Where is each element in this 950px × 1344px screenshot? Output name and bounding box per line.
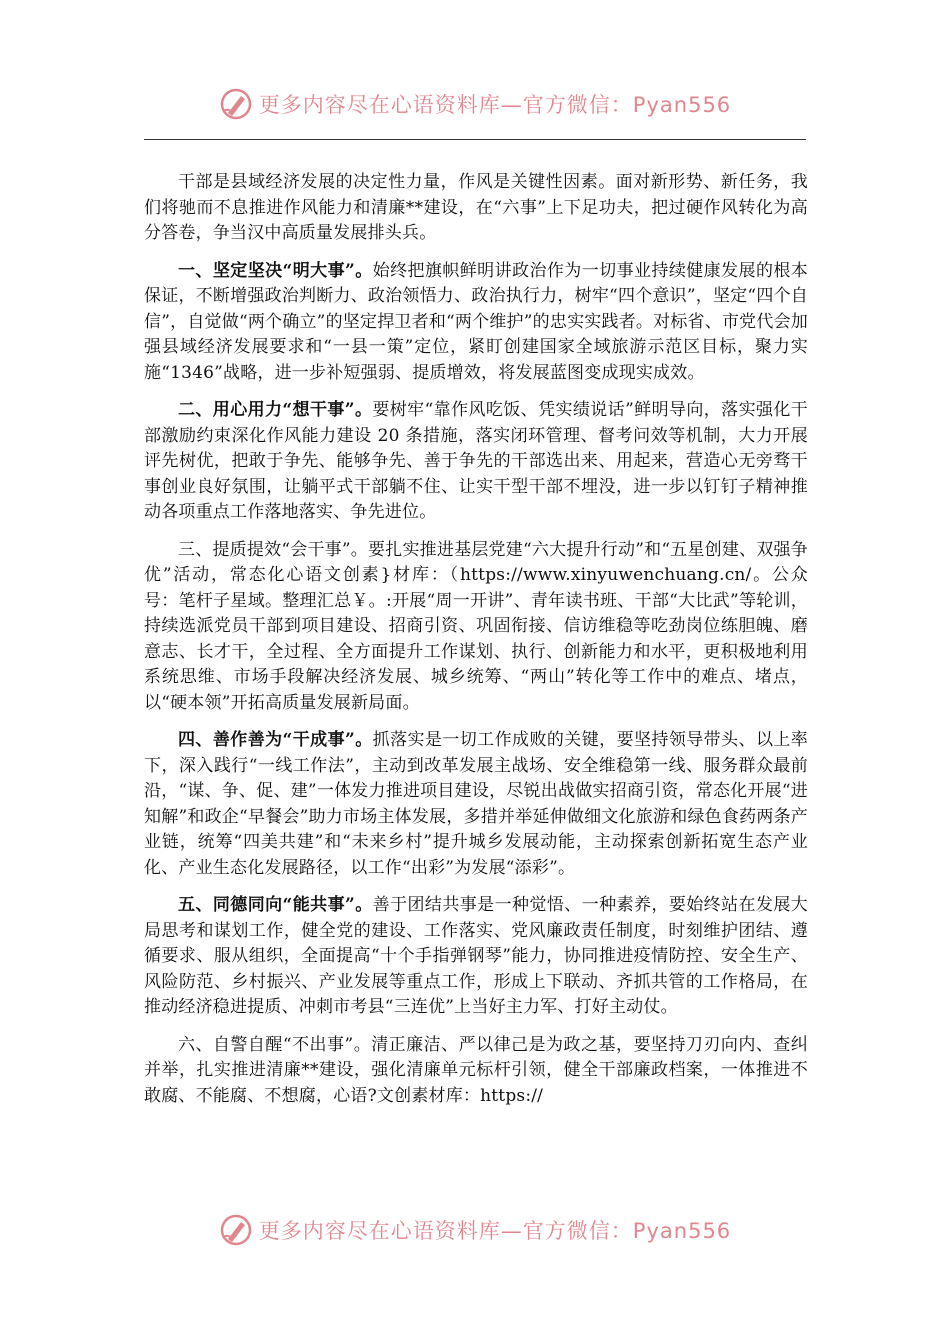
banner-text: 更多内容尽在心语资料库—官方微信：Pyan556 [258,93,732,117]
section-text-5: 善于团结共事是一种觉悟、一种素养，要始终站在发展大局思考和谋划工作，健全党的建设、工作落实、党风廉政责任制度，时刻维护团结、遵循要求、服从组织，全面提高“十个手指弹钢琴”能力，协同推进疫情防控、安全生产、风险防范、乡村振兴、产业发展等重点工作，形成上下联动、齐抓共管的工作格局，在推动经济稳进提质、冲刺市考县“三连优”上当好主力军、打好主动仗。 [144,895,808,1017]
section-paragraph-2 [144,398,808,526]
section-heading-4: 四、善作善为“干成事”。 [178,730,373,750]
header-banner [0,84,950,124]
section-text-3: 要扎实推进基层党建“六大提升行动”和“五星创建、双强争优”活动，常态化心语文创素}材库：（https://www.xinyuwenchuang.cn/。公众号：笔杆子星域。整理汇总￥。:开展“周一开讲”、青年读书班、干部“大比武”等轮训，持续选派党员干部到项目建设、招商引资、巩固衔接、信访维稳等吃劲岗位练胆魄、磨意志、长才干，全过程、全方面提升工作谋划、执行、创新能力和水平，更积极地利用系统思维、市场手段解决经济发展、城乡统筹、“两山”转化等工作中的难点、堵点，以“硬本领”开拓高质量发展新局面。 [144,539,808,713]
footer-banner [0,1210,950,1250]
section-heading-1: 一、坚定坚决“明大事”。 [178,260,373,281]
section-heading-3: 三、提质提效“会干事”。 [178,539,369,560]
document-body [144,170,808,1121]
section-heading-6: 六、自警自醒“不出事”。 [178,1034,372,1055]
intro-paragraph: 干部是县域经济发展的决定性力量，作风是关键性因素。面对新形势、新任务，我们将驰而不息推进作风能力和清廉**建设，在“六事”上下足功夫，把过硬作风转化为高分答卷，争当汉中高质量发展排头兵。 [144,172,808,243]
section-text-2: 要树牢“靠作风吃饭、凭实绩说话”鲜明导向，落实强化干部激励约束深化作风能力建设 20 条措施，落实闭环管理、督考问效等机制，大力开展评先树优，把敢于争先、能够争先、善于争先的干部选出来、用起来，营造心无旁骛干事创业良好氛围，让躺平式干部躺不住、让实干型干部不埋没，进一步以钉钉子精神推动各项重点工作落地落实、争先进位。 [144,400,808,522]
section-paragraph-5 [144,893,808,1021]
section-paragraph-1 [144,259,808,387]
header-divider [144,139,806,140]
pen-nib-circle-icon [219,87,253,121]
section-heading-2: 二、用心用力“想干事”。 [178,400,373,420]
pen-nib-circle-icon [219,1213,253,1247]
section-paragraph-3 [144,538,808,717]
section-text-1: 始终把旗帜鲜明讲政治作为一切事业持续健康发展的根本保证，不断增强政治判断力、政治领悟力、政治执行力，树牢“四个意识”，坚定“四个自信”，自觉做“两个确立”的坚定捍卫者和“两个维护”的忠实实践者。对标省、市党代会加强县域经济发展要求和“一县一策”定位，紧盯创建国家全域旅游示范区目标，聚力实施“1346”战略，进一步补短强弱、提质增效，将发展蓝图变成现实成效。 [144,260,808,383]
section-text-6: 清正廉洁、严以律己是为政之基，要坚持刀刃向内、查纠并举，扎实推进清廉**建设，强化清廉单元标杆引领，健全干部廉政档案，一体推进不敢腐、不能腐、不想腐，心语?文创素材库：https:// [144,1034,808,1106]
section-text-4: 抓落实是一切工作成败的关键，要坚持领导带头、以上率下，深入践行“一线工作法”，主动到改革发展主战场、安全维稳第一线、服务群众最前沿，“谋、争、促、建”一体发力推进项目建设，尽锐出战做实招商引资，常态化开展“进知解”和政企“早餐会”助力市场主体发展，多措并举延伸做细文化旅游和绿色食药两条产业链，统筹“四美共建”和“未来乡村”提升城乡发展动能，主动探索创新拓宽生态产业化、产业生态化发展路径，以工作“出彩”为发展“添彩”。 [144,730,808,878]
section-paragraph-4 [144,728,808,881]
banner-text-footer: 更多内容尽在心语资料库—官方微信：Pyan556 [258,1219,732,1243]
section-heading-5: 五、同德同向“能共事”。 [178,895,373,915]
section-paragraph-6 [144,1033,808,1110]
